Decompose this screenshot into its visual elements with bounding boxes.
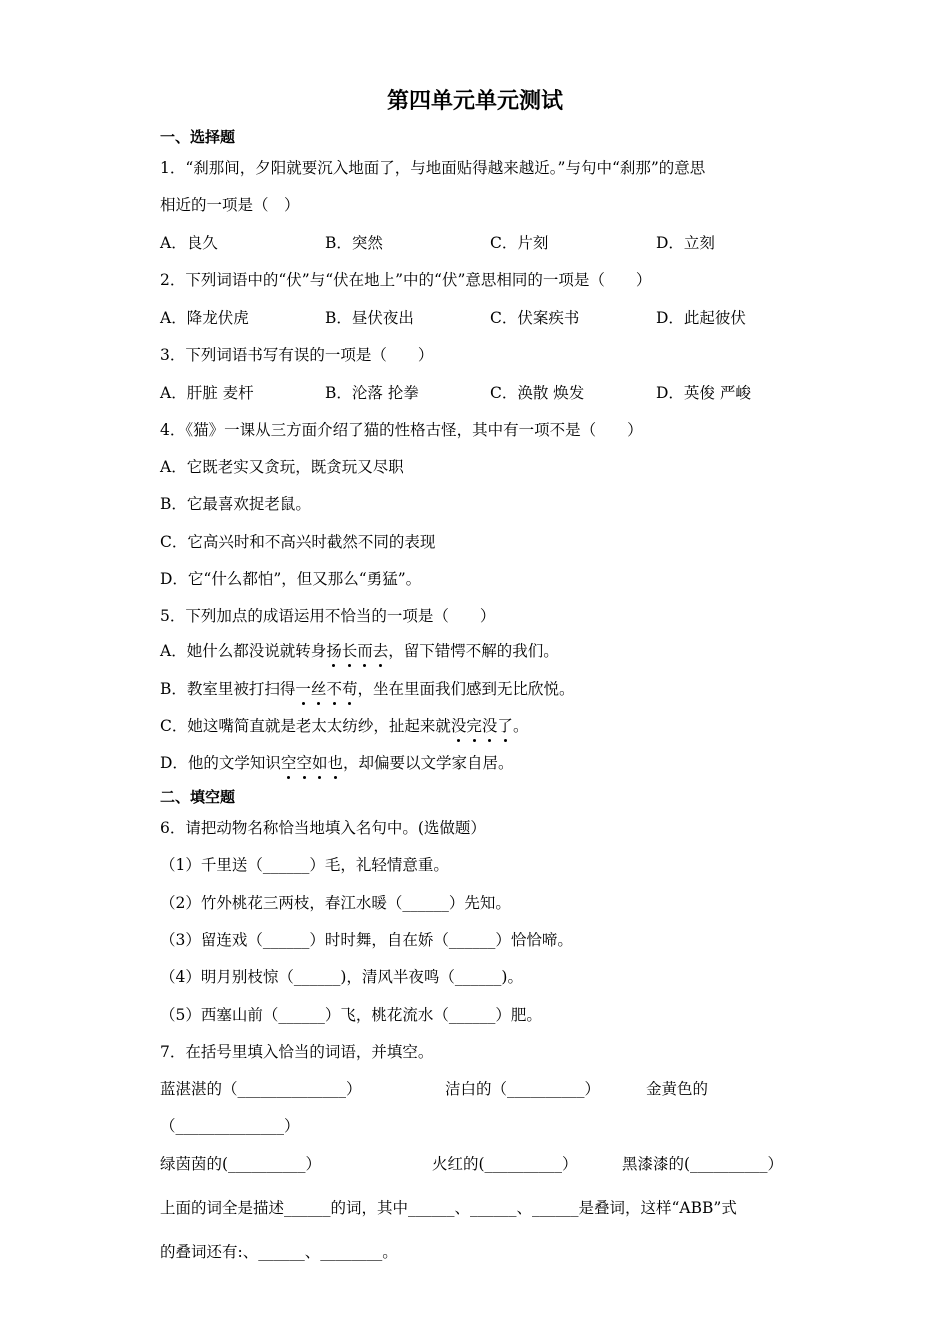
question-3-text: 3．下列词语书写有误的一项是（ ） — [160, 346, 434, 364]
q5-option-a — [160, 639, 559, 661]
q5-option-d-post: ，却偏要以文学家自居。 — [343, 754, 514, 772]
q4-option-a: A．它既老实又贪玩，既贪玩又尽职 — [160, 458, 404, 476]
q5-option-d-pre: D．他的文学知识 — [160, 754, 281, 772]
q2-option-d: D．此起彼伏 — [656, 309, 746, 327]
q1-option-d: D．立刻 — [656, 234, 715, 252]
q5-option-a-dotted-idiom — [326, 642, 388, 660]
question-1-text: 1．“刹那间，夕阳就要沉入地面了，与地面贴得越来越近。”与句中“刹那”的意思 — [160, 159, 706, 177]
q5-option-c-post: 。 — [512, 717, 529, 735]
q5-option-b-pre: B．教室里被打扫得 — [160, 680, 296, 698]
question-1-text-cont: 相近的一项是（ ） — [160, 196, 300, 214]
q5-option-a-pre: A．她什么都没说就转身 — [160, 642, 327, 660]
emphasis-dot-char: 扬 — [326, 639, 342, 661]
emphasis-dot-char: 如 — [312, 751, 328, 773]
q5-option-b-post: ，坐在里面我们感到无比欣悦。 — [357, 680, 575, 698]
q6-item-2: （2）竹外桃花三两枝，春江水暖（______）先知。 — [160, 894, 511, 912]
emphasis-dot-char: 没 — [451, 714, 467, 736]
emphasis-dot-char: 去 — [373, 639, 389, 661]
question-2-text: 2．下列词语中的“伏”与“伏在地上”中的“伏”意思相同的一项是（ ） — [160, 271, 652, 289]
q5-option-c-dotted-idiom — [451, 717, 513, 735]
q4-option-c: C．它高兴时和不高兴时截然不同的表现 — [160, 533, 436, 551]
q6-item-4: （4）明月别枝惊（______)，清风半夜鸣（______)。 — [160, 968, 523, 986]
q1-option-a: A．良久 — [160, 234, 218, 252]
question-7-text: 7．在括号里填入恰当的词语，并填空。 — [160, 1043, 434, 1061]
q6-item-5: （5）西塞山前（______）飞，桃花流水（______）肥。 — [160, 1006, 542, 1024]
emphasis-dot-char: 没 — [482, 714, 498, 736]
emphasis-dot-char: 苟 — [342, 677, 358, 699]
q5-option-d — [160, 751, 514, 773]
q5-option-b — [160, 677, 574, 699]
section-heading-choice: 一、选择题 — [160, 128, 236, 146]
q3-option-c: C．涣散 焕发 — [490, 384, 585, 402]
q4-option-b: B．它最喜欢捉老鼠。 — [160, 495, 311, 513]
q3-option-d: D．英俊 严峻 — [656, 384, 751, 402]
page-title: 第四单元单元测试 — [386, 89, 563, 114]
q2-option-b: B．昼伏夜出 — [325, 309, 414, 327]
q7-word-5: 火红的(__________） — [432, 1155, 578, 1173]
q7-word-6: 黑漆漆的(__________） — [622, 1155, 784, 1173]
emphasis-dot-char: 空 — [281, 751, 297, 773]
emphasis-dot-char: 也 — [327, 751, 343, 773]
q7-word-3: 金黄色的 — [646, 1080, 709, 1098]
emphasis-dot-char: 不 — [326, 677, 342, 699]
q2-option-a: A．降龙伏虎 — [160, 309, 249, 327]
q5-option-d-dotted-idiom — [281, 754, 343, 772]
section-heading-fill: 二、填空题 — [160, 788, 236, 806]
emphasis-dot-char: 长 — [342, 639, 358, 661]
q6-item-1: （1）千里送（______）毛，礼轻情意重。 — [160, 856, 449, 874]
emphasis-dot-char: 丝 — [311, 677, 327, 699]
q1-option-c: C．片刻 — [490, 234, 549, 252]
emphasis-dot-char: 空 — [296, 751, 312, 773]
q3-option-a: A．肝脏 麦杆 — [160, 384, 254, 402]
q4-option-d: D．它“什么都怕”，但又那么“勇猛”。 — [160, 570, 422, 588]
q5-option-c-pre: C．她这嘴简直就是老太太纺纱，扯起来就 — [160, 717, 451, 735]
q5-option-b-dotted-idiom — [295, 680, 357, 698]
emphasis-dot-char: 而 — [357, 639, 373, 661]
question-5-text: 5．下列加点的成语运用不恰当的一项是（ ） — [160, 607, 496, 625]
q7-word-1: 蓝湛湛的（______________） — [160, 1080, 362, 1098]
q1-option-b: B．突然 — [325, 234, 383, 252]
q7-word-3-blank: （______________） — [160, 1117, 300, 1135]
q6-item-3: （3）留连戏（______）时时舞，自在娇（______）恰恰啼。 — [160, 931, 573, 949]
emphasis-dot-char: 了 — [497, 714, 513, 736]
question-4-text: 4．《猫》一课从三方面介绍了猫的性格古怪，其中有一项不是（ ） — [160, 421, 643, 439]
q7-word-4: 绿茵茵的(__________） — [160, 1155, 322, 1173]
q7-summary-line-2: 的叠词还有:、______、________。 — [160, 1243, 398, 1261]
emphasis-dot-char: 一 — [295, 677, 311, 699]
q5-option-a-post: ，留下错愕不解的我们。 — [388, 642, 559, 660]
q2-option-c: C．伏案疾书 — [490, 309, 580, 327]
q5-option-c — [160, 714, 528, 736]
q7-summary-line-1: 上面的词全是描述______的词，其中______、______、______是叠词，这样“ABB”式 — [160, 1199, 737, 1217]
emphasis-dot-char: 完 — [466, 714, 482, 736]
q3-option-b: B．沦落 抡拳 — [325, 384, 419, 402]
q7-word-2: 洁白的（__________） — [445, 1080, 601, 1098]
question-6-text: 6．请把动物名称恰当地填入名句中。(选做题） — [160, 819, 486, 837]
